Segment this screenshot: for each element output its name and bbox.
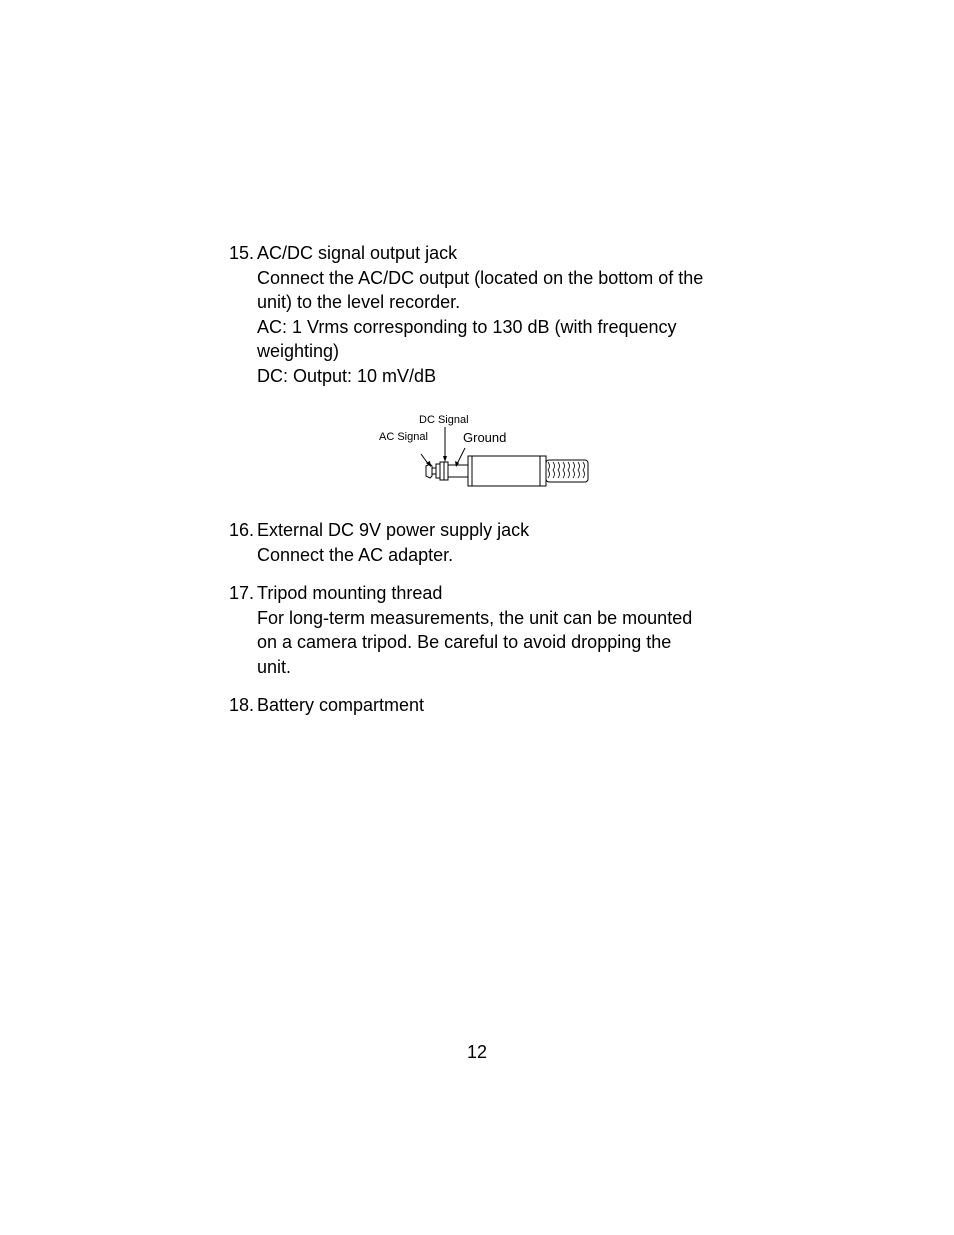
plug-ring-1	[436, 464, 440, 478]
item-body	[257, 518, 749, 567]
jack-plug-drawing	[370, 410, 600, 492]
item-text-line: For long-term measurements, the unit can be mounted	[257, 607, 693, 628]
dc-signal-arrow	[443, 456, 447, 462]
output-jack-diagram	[370, 410, 600, 492]
item-number: 15.	[229, 243, 255, 263]
item-title: AC/DC signal output jack	[257, 243, 458, 263]
strain-relief	[546, 460, 588, 482]
plug-tip	[426, 464, 432, 478]
page-number: 12	[466, 1042, 488, 1062]
list-item-15	[229, 241, 749, 389]
item-text-line: Connect the AC/DC output (located on the bottom of the	[257, 267, 704, 288]
item-text-line: weighting)	[257, 341, 340, 362]
ac-signal-label: AC Signal	[379, 431, 428, 443]
item-body	[257, 241, 749, 389]
ground-label: Ground	[463, 430, 507, 445]
item-title: Battery compartment	[257, 695, 425, 715]
plug-body	[468, 456, 546, 486]
item-text-line: Connect the AC adapter.	[257, 544, 454, 565]
item-text-line: DC: Output: 10 mV/dB	[257, 365, 437, 386]
item-body	[257, 693, 749, 718]
item-number: 18.	[229, 695, 255, 715]
item-text-line: AC: 1 Vrms corresponding to 130 dB (with frequency	[257, 316, 677, 337]
item-text-line: unit.	[257, 656, 292, 677]
item-text-line: on a camera tripod. Be careful to avoid dropping the	[257, 632, 672, 653]
list-item-16	[229, 518, 749, 567]
item-title: Tripod mounting thread	[257, 583, 443, 603]
list-item-17	[229, 581, 749, 679]
dc-signal-label: DC Signal	[419, 414, 469, 426]
item-title: External DC 9V power supply jack	[257, 520, 530, 540]
item-number: 16.	[229, 520, 255, 540]
item-number: 17.	[229, 583, 255, 603]
list-item-18	[229, 693, 749, 718]
ground-pointer	[457, 448, 465, 464]
plug-sleeve	[448, 465, 468, 477]
item-body	[257, 581, 749, 679]
item-text-line: unit) to the level recorder.	[257, 292, 461, 313]
